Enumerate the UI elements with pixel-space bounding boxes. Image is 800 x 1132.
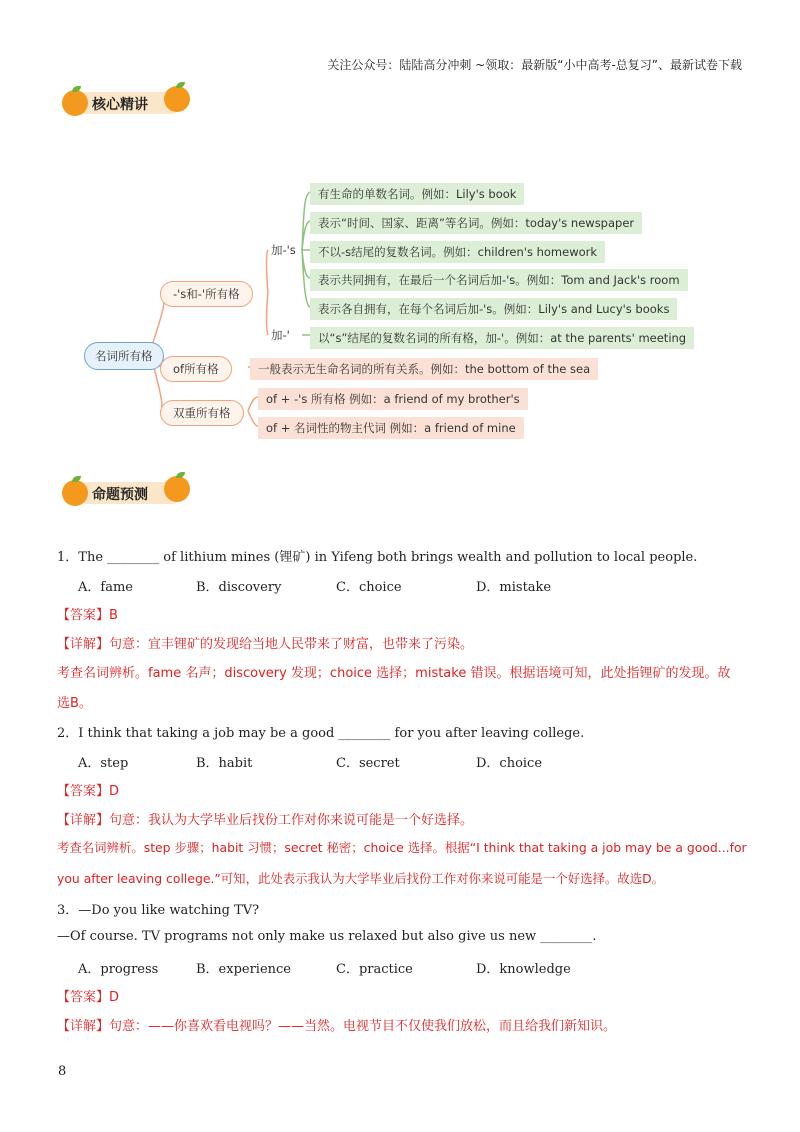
mindmap-leaf: 有生命的单数名词。例如：Lily's book bbox=[310, 183, 524, 205]
section-title: 命题预测 bbox=[92, 487, 148, 503]
mindmap-leaf: 不以-s结尾的复数名词。例如：children's homework bbox=[310, 241, 605, 263]
header-note: 关注公众号：陆陆高分冲刺 ~领取：最新版“小中高考-总复习”、最新试卷下载 bbox=[327, 58, 742, 72]
option-b: B．habit bbox=[196, 756, 253, 771]
question-stem: 2．I think that taking a job may be a good ________ for you after leaving college. bbox=[57, 726, 585, 741]
option-b: B．experience bbox=[196, 962, 292, 977]
detail-line: 考查名词辨析。fame 名声；discovery 发现；choice 选择；mistake 错误。根据语境可知，此处指锂矿的发现。故 bbox=[57, 666, 731, 681]
option-d: D．choice bbox=[476, 756, 543, 771]
mindmap-leaf: of + 名词性的物主代词 例如：a friend of mine bbox=[258, 417, 524, 439]
answer: 【答案】D bbox=[57, 784, 120, 799]
mindmap-sub-add-s: 加-'s bbox=[271, 243, 296, 257]
detail-line: 考查名词辨析。step 步骤；habit 习惯；secret 秘密；choice 选择。根据“I think that taking a job may be a good...for bbox=[57, 840, 747, 855]
detail-line: 选B。 bbox=[57, 696, 92, 711]
option-a: A．step bbox=[78, 756, 129, 771]
option-d: D．knowledge bbox=[476, 962, 571, 977]
option-b: B．discovery bbox=[196, 580, 282, 595]
option-d: D．mistake bbox=[476, 580, 552, 595]
mindmap-root: 名词所有格 bbox=[84, 342, 164, 370]
section-title: 核心精讲 bbox=[92, 97, 148, 113]
mindmap-leaf: 一般表示无生命名词的所有关系。例如：the bottom of the sea bbox=[250, 358, 598, 380]
mindmap-leaf: of + -'s 所有格 例如：a friend of my brother's bbox=[258, 388, 528, 410]
question-stem-line2: —Of course. TV programs not only make us relaxed but also give us new ________. bbox=[57, 929, 597, 944]
orange-icon bbox=[62, 480, 88, 506]
mindmap-leaf: 表示共同拥有，在最后一个名词后加-'s。例如：Tom and Jack's room bbox=[310, 269, 688, 291]
option-a: A．fame bbox=[78, 580, 133, 595]
detail-line: 【详解】句意：宜丰锂矿的发现给当地人民带来了财富，也带来了污染。 bbox=[57, 637, 474, 652]
mindmap-leaf: 表示“时间、国家、距离”等名词。例如：today's newspaper bbox=[310, 212, 642, 234]
option-c: C．practice bbox=[336, 962, 413, 977]
answer: 【答案】D bbox=[57, 990, 120, 1005]
answer: 【答案】B bbox=[57, 608, 118, 623]
option-c: C．secret bbox=[336, 756, 400, 771]
question-stem: 1．The ________ of lithium mines (锂矿) in Yifeng both brings wealth and pollution to local people. bbox=[57, 550, 698, 565]
detail-line: 【详解】句意：——你喜欢看电视吗？——当然。电视节目不仅使我们放松，而且给我们新知识。 bbox=[57, 1019, 617, 1034]
mindmap-branch-double-possessive: 双重所有格 bbox=[160, 400, 244, 426]
detail-line: 【详解】句意：我认为大学毕业后找份工作对你来说可能是一个好选择。 bbox=[57, 813, 474, 828]
question-stem: 3．—Do you like watching TV? bbox=[57, 903, 260, 918]
option-c: C．choice bbox=[336, 580, 402, 595]
section-banner-predict bbox=[62, 476, 192, 510]
mindmap-branch-of-possessive: of所有格 bbox=[160, 356, 232, 382]
orange-icon bbox=[164, 476, 190, 502]
mindmap-leaf: 表示各自拥有，在每个名词后加-'s。例如：Lily's and Lucy's books bbox=[310, 298, 677, 320]
page-number: 8 bbox=[58, 1064, 67, 1079]
mindmap-branch-possessive-s: -'s和-'所有格 bbox=[160, 281, 253, 307]
detail-line: you after leaving college.”可知，此处表示我认为大学毕业后找份工作对你来说可能是一个好选择。故选D。 bbox=[57, 871, 665, 886]
option-a: A．progress bbox=[78, 962, 159, 977]
mindmap-sub-add-apostrophe: 加-' bbox=[271, 328, 290, 342]
mindmap-leaf: 以“s”结尾的复数名词的所有格，加-'。例如：at the parents' meeting bbox=[310, 327, 694, 349]
